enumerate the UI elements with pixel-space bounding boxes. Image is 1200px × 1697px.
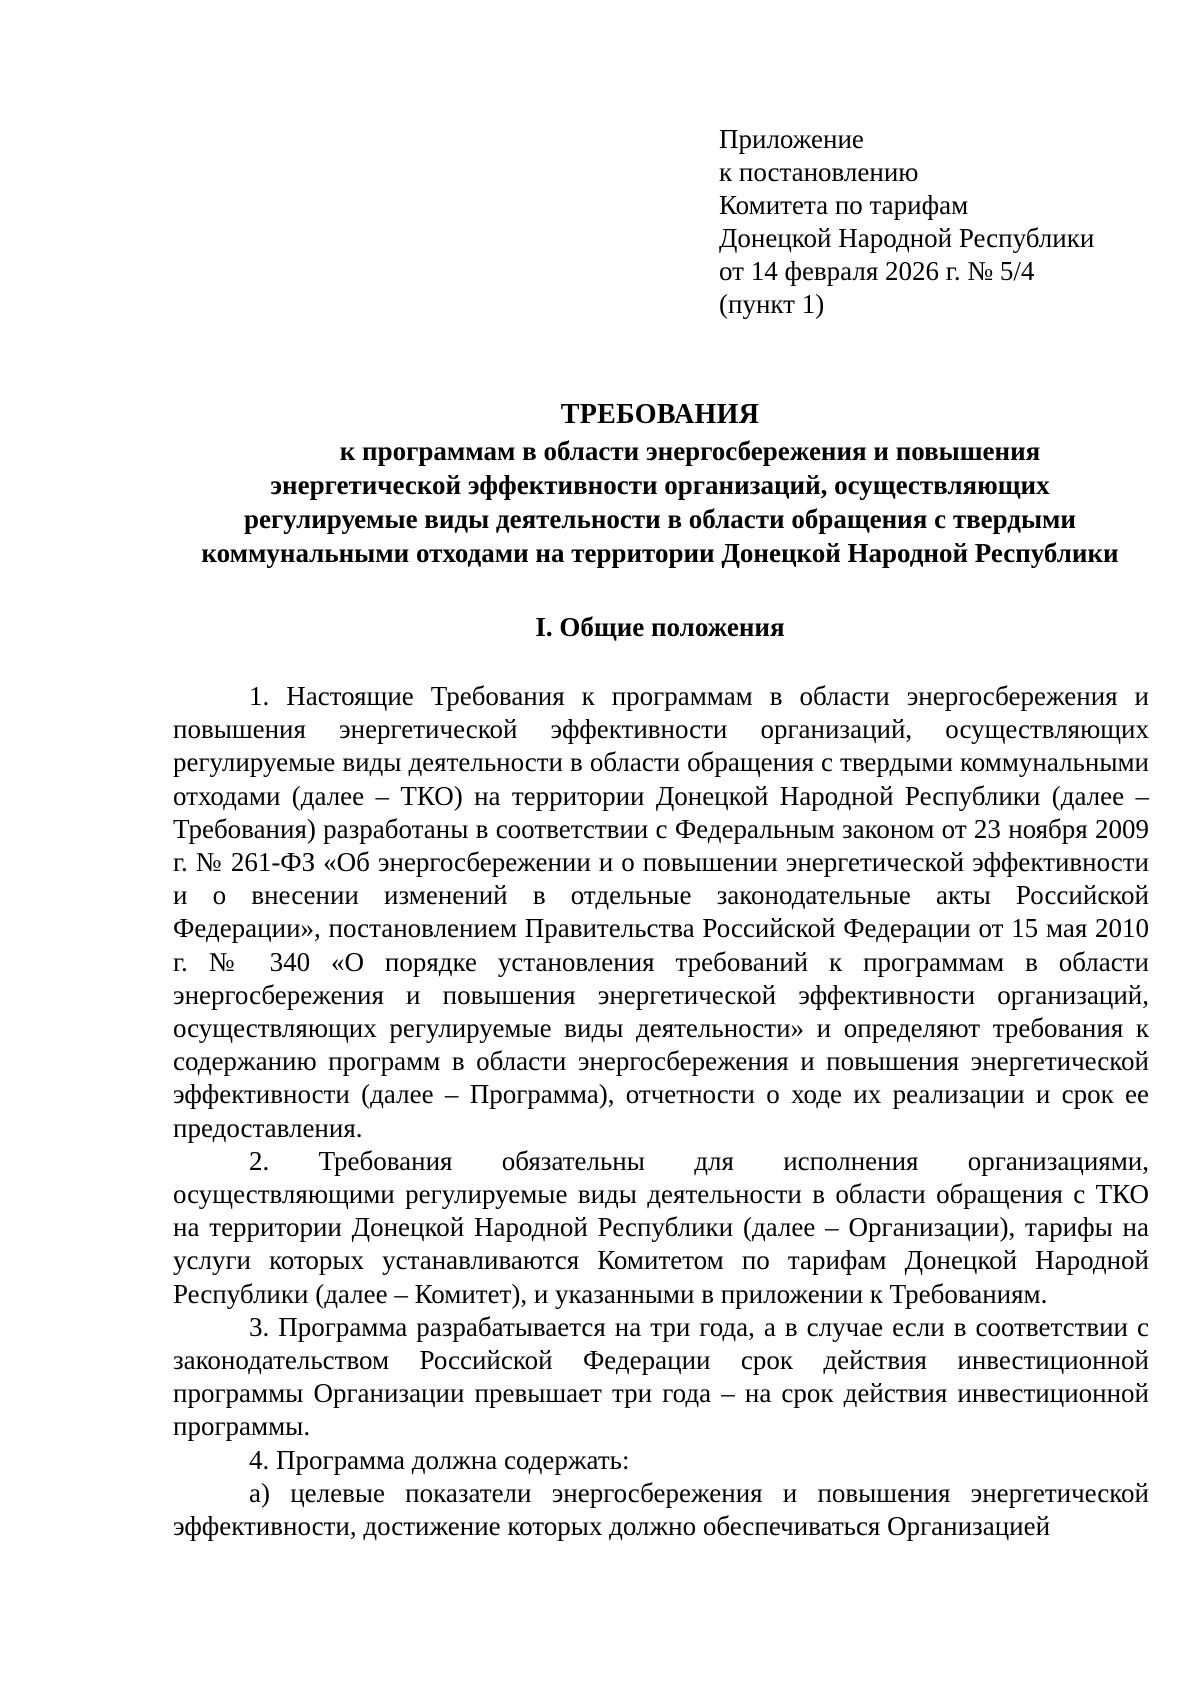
paragraph-3: 3. Программа разрабатывается на три года, а в случае если в соответствии с законодательством Российской Федерации срок действия инвестиционной программы Организации превышает три года – на срок действия инвестиционной программы. [173, 1311, 1149, 1442]
body-text [173, 680, 1149, 1543]
paragraph-1: 1. Настоящие Требования к программам в области энергосбережения и повышения энергетической эффективности организаций, осуществляющих регулируемые виды деятельности в области обращения с твердыми коммунальными отходами (далее – ТКО) на территории Донецкой Народной Республики (далее – Требования) разработаны в соответствии с Федеральным законом от 23 ноября 2009 г. № 261-ФЗ «Об энергосбережении и о повышении энергетической эффективности и о внесении изменений в отдельные законодательные акты Российской Федерации», постановлением Правительства Российской Федерации от 15 мая 2010 г. № 340 «О порядке установления требований к программам в области энергосбережения и повышения энергетической эффективности организаций, осуществляющих регулируемые виды деятельности» и определяют требования к содержанию программ в области энергосбережения и повышения энергетической эффективности (далее – Программа), отчетности о ходе их реализации и срок ее предоставления. [173, 681, 1149, 1143]
document-subtitle-line: коммунальными отходами на территории Донецкой Народной Республики [201, 538, 1119, 568]
paragraph-4: 4. Программа должна содержать: [249, 1444, 630, 1475]
appendix-line: Приложение [719, 124, 864, 154]
appendix-line: к постановлению [719, 157, 919, 187]
document-subtitle-line: энергетической эффективности организаций, осуществляющих [270, 470, 1050, 500]
paragraph-4a: а) целевые показатели энергосбережения и повышения энергетической эффективности, достижение которых должно обеспечиваться Организацией [173, 1477, 1149, 1542]
document-title: ТРЕБОВАНИЯ [560, 399, 760, 430]
appendix-line: Донецкой Народной Республики [719, 223, 1095, 253]
appendix-line: от 14 февраля 2026 г. № 5/4 [719, 256, 1035, 286]
document-subtitle-line: регулируемые виды деятельности в области обращения с твердыми [243, 504, 1076, 534]
appendix-block [719, 123, 1169, 321]
appendix-line: Комитета по тарифам [719, 190, 969, 220]
title-block [170, 398, 1150, 570]
section-heading: I. Общие положения [535, 612, 785, 642]
document-subtitle-line: к программам в области энергосбережения и повышения [339, 436, 1041, 466]
paragraph-2: 2. Требования обязательны для исполнения организациями, осуществляющими регулируемые виды деятельности в области обращения с ТКО на территории Донецкой Народной Республики (далее – Организации), тарифы на услуги которых устанавливаются Комитетом по тарифам Донецкой Народной Республики (далее – Комитет), и указанными в приложении к Требованиям. [173, 1145, 1149, 1309]
appendix-line: (пункт 1) [719, 289, 825, 319]
